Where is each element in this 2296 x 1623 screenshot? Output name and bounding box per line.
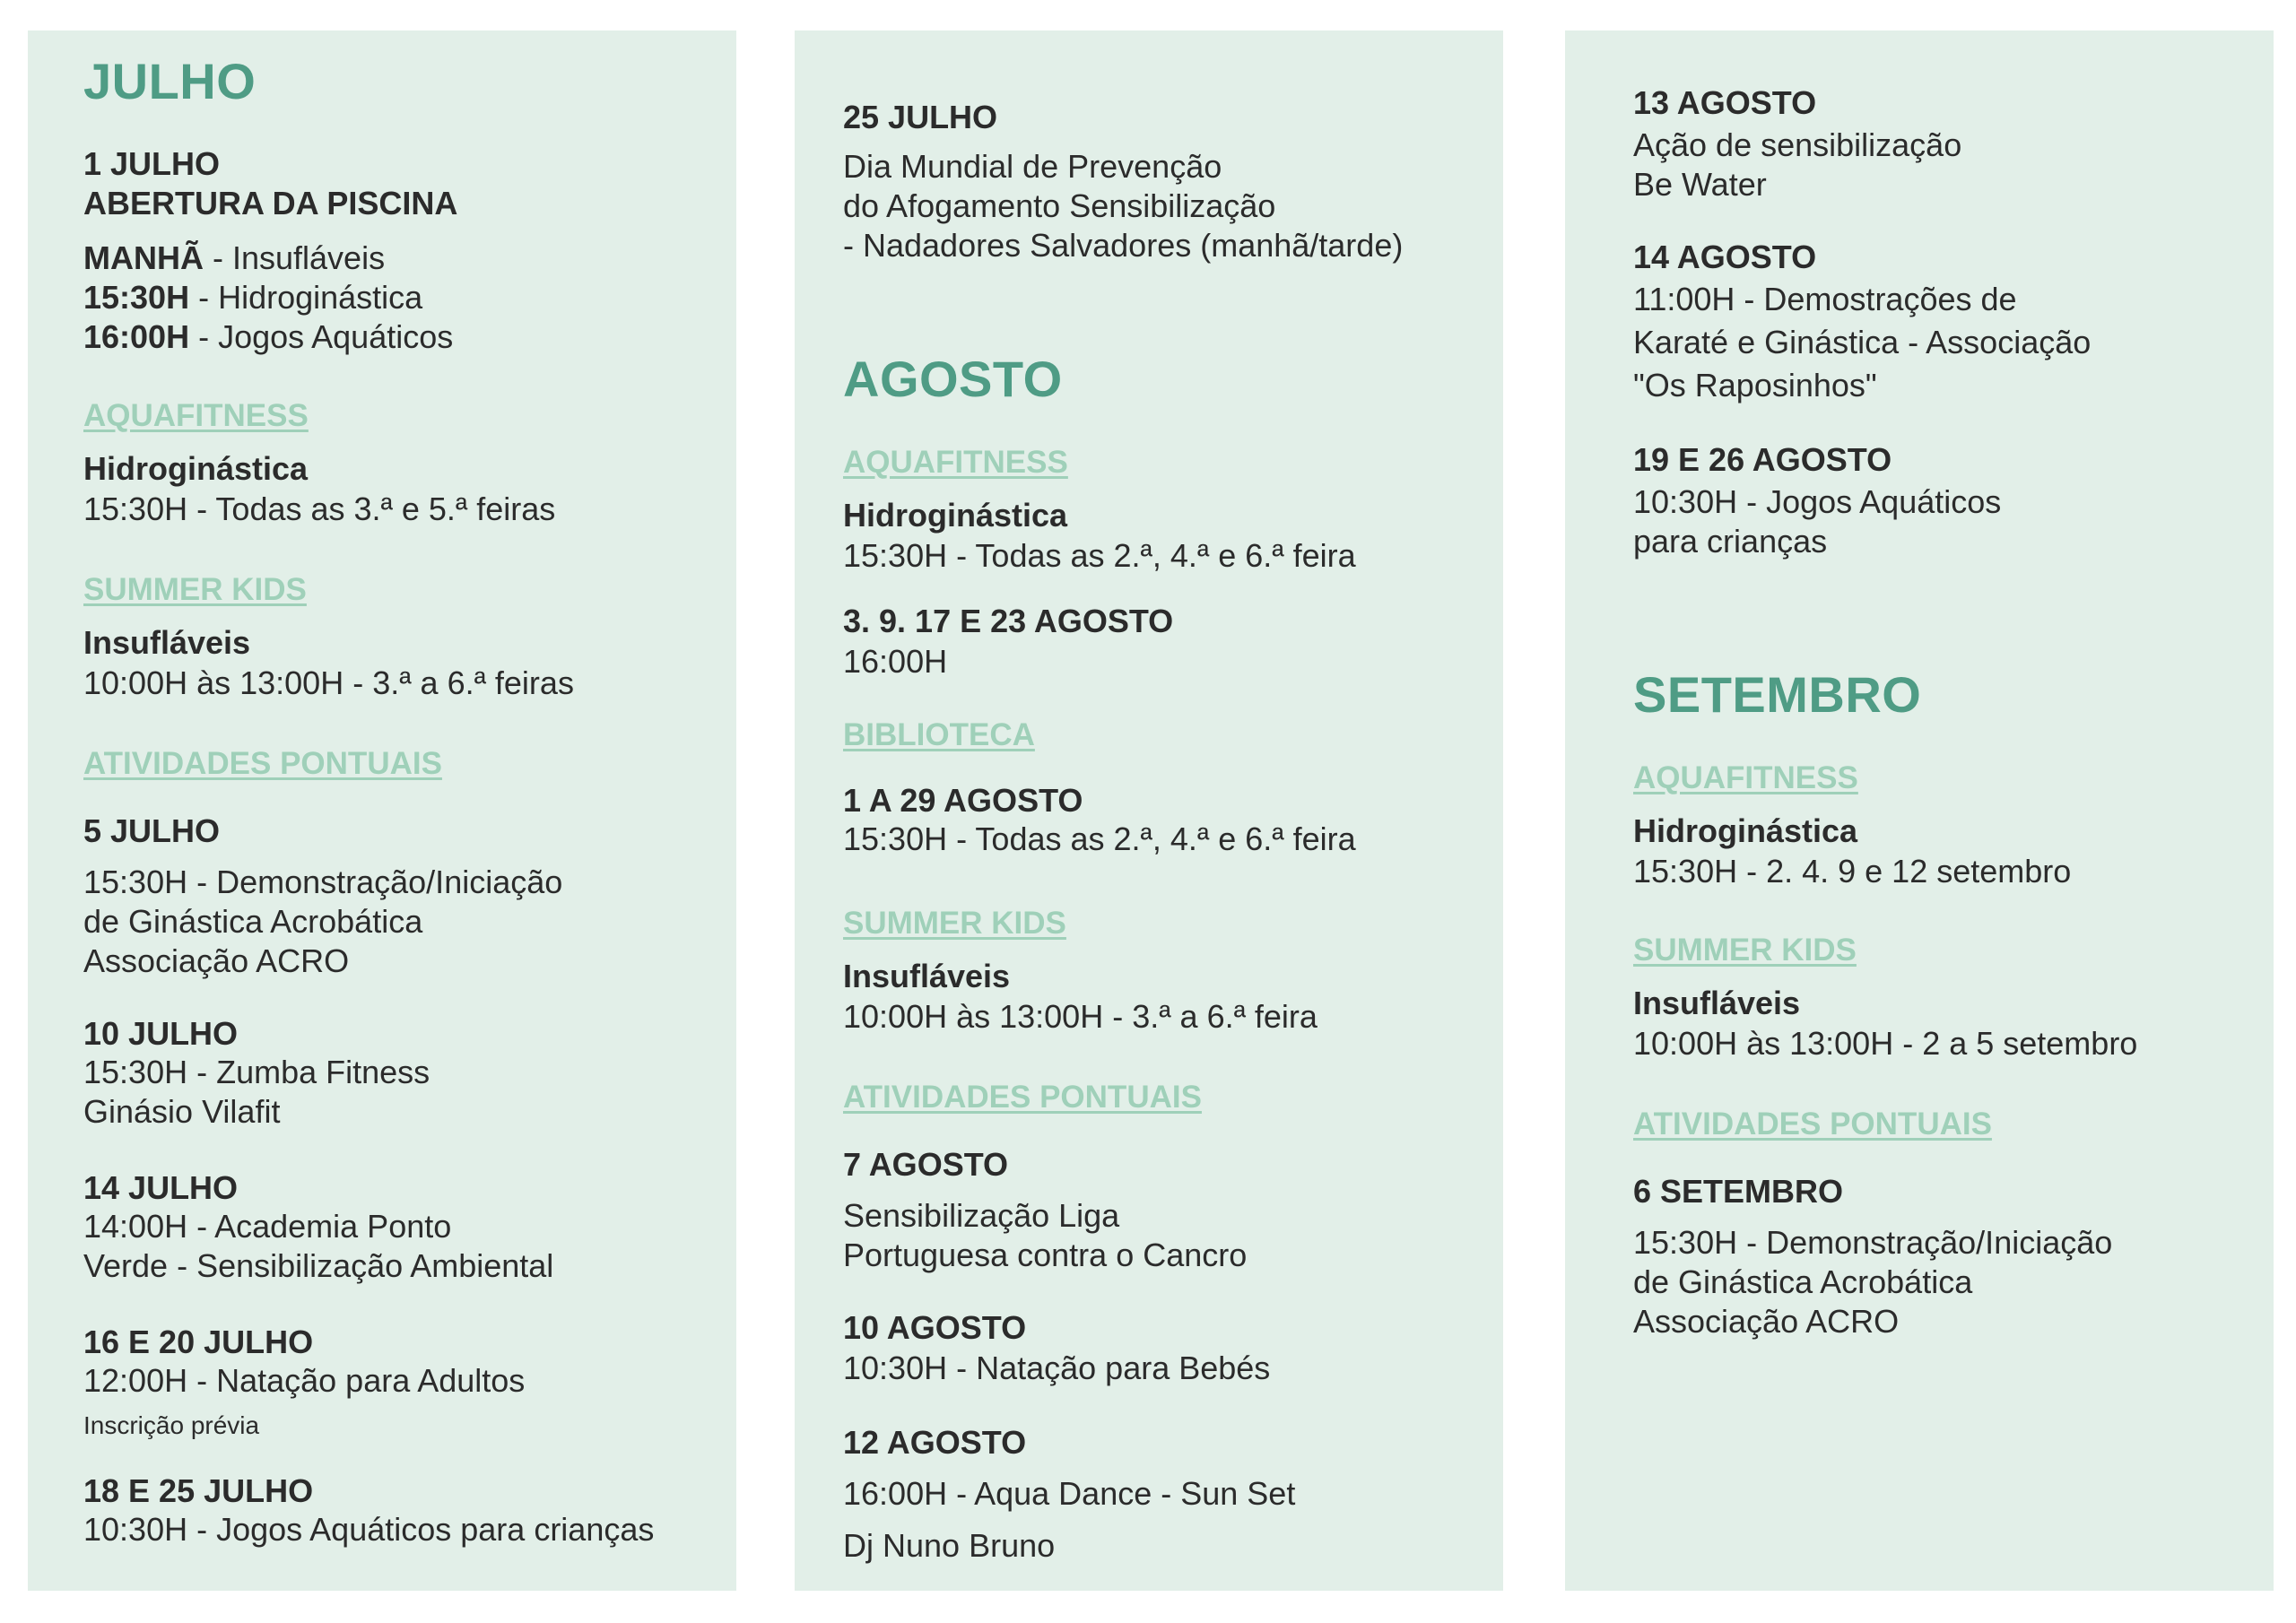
opening-item-time: 15:30H — [83, 279, 190, 316]
section-atividades-pontuais: ATIVIDADES PONTUAIS — [83, 746, 442, 781]
activity-detail: 16:00H — [843, 643, 948, 680]
event-date: 16 E 20 JULHO — [83, 1324, 314, 1360]
event-date: 1 A 29 AGOSTO — [843, 782, 1083, 819]
event-line: - Nadadores Salvadores (manhã/tarde) — [843, 227, 1404, 264]
activity-name: Insufláveis — [1633, 985, 1801, 1021]
event-line: 16:00H - Aqua Dance - Sun Set — [843, 1475, 1296, 1512]
opening-item-time: 16:00H — [83, 318, 190, 355]
event-line: 15:30H - Demonstração/Iniciação — [1633, 1224, 2113, 1261]
event-line: Karaté e Ginástica - Associação — [1633, 324, 2092, 360]
section-aquafitness: AQUAFITNESS — [83, 398, 309, 433]
section-atividades-pontuais: ATIVIDADES PONTUAIS — [843, 1080, 1202, 1115]
event-date: 13 AGOSTO — [1633, 84, 1817, 121]
september-column — [1565, 30, 2274, 1591]
month-title-september: SETEMBRO — [1633, 666, 1922, 723]
section-summer-kids: SUMMER KIDS — [843, 906, 1066, 941]
july-column — [28, 30, 736, 1591]
event-date: 14 AGOSTO — [1633, 239, 1817, 275]
activity-name: Hidroginástica — [83, 450, 309, 487]
event-date: 6 SETEMBRO — [1633, 1173, 1844, 1210]
event-date: 5 JULHO — [83, 812, 221, 849]
event-line: Portuguesa contra o Cancro — [843, 1237, 1248, 1273]
event-date: 18 E 25 JULHO — [83, 1472, 314, 1509]
opening-item-text: - Hidroginástica — [189, 279, 423, 316]
event-date: 10 AGOSTO — [843, 1309, 1027, 1346]
event-line: Ginásio Vilafit — [83, 1093, 281, 1130]
event-title: ABERTURA DA PISCINA — [83, 185, 458, 221]
event-line: 10:30H - Natação para Bebés — [843, 1350, 1271, 1386]
event-date: 19 E 26 AGOSTO — [1633, 441, 1892, 478]
event-line: Associação ACRO — [1633, 1303, 1900, 1340]
opening-item-text: - Jogos Aquáticos — [189, 318, 454, 355]
activity-detail: 10:00H às 13:00H - 3.ª a 6.ª feiras — [83, 664, 574, 701]
event-line: 14:00H - Academia Ponto — [83, 1208, 452, 1245]
event-date: 10 JULHO — [83, 1015, 239, 1052]
event-line: Dj Nuno Bruno — [843, 1527, 1056, 1564]
event-note: Inscrição prévia — [83, 1411, 260, 1439]
event-line: 15:30H - Demonstração/Iniciação — [83, 864, 563, 900]
event-date: 25 JULHO — [843, 99, 998, 135]
opening-item-text: - Insufláveis — [203, 239, 386, 276]
event-line: do Afogamento Sensibilização — [843, 187, 1276, 224]
section-aquafitness: AQUAFITNESS — [1633, 760, 1858, 795]
event-line: 11:00H - Demostrações de — [1633, 281, 2017, 317]
opening-item — [83, 239, 385, 278]
section-summer-kids: SUMMER KIDS — [1633, 933, 1857, 968]
activity-detail: 15:30H - Todas as 2.ª, 4.ª e 6.ª feira — [843, 820, 1356, 857]
activity-detail: 15:30H - Todas as 2.ª, 4.ª e 6.ª feira — [843, 537, 1356, 574]
section-summer-kids: SUMMER KIDS — [83, 572, 307, 607]
activity-name: Hidroginástica — [843, 497, 1068, 534]
activity-detail: 15:30H - Todas as 3.ª e 5.ª feiras — [83, 490, 556, 527]
event-line: de Ginástica Acrobática — [83, 903, 423, 940]
event-line: 10:30H - Jogos Aquáticos — [1633, 483, 2002, 520]
event-line: Dia Mundial de Prevenção — [843, 148, 1222, 185]
opening-item — [83, 317, 453, 357]
event-line: Associação ACRO — [83, 942, 350, 979]
section-aquafitness: AQUAFITNESS — [843, 445, 1068, 480]
event-line: 15:30H - Zumba Fitness — [83, 1054, 430, 1090]
event-line: Ação de sensibilização — [1633, 126, 1962, 163]
section-atividades-pontuais: ATIVIDADES PONTUAIS — [1633, 1107, 1992, 1141]
activity-detail: 10:00H às 13:00H - 2 a 5 setembro — [1633, 1025, 2138, 1062]
event-date: 12 AGOSTO — [843, 1424, 1027, 1461]
opening-item — [83, 278, 422, 317]
event-date: 3. 9. 17 E 23 AGOSTO — [843, 603, 1174, 639]
event-line: de Ginástica Acrobática — [1633, 1263, 1973, 1300]
event-line: para crianças — [1633, 523, 1828, 560]
event-line: "Os Raposinhos" — [1633, 367, 1877, 404]
activity-name: Hidroginástica — [1633, 812, 1858, 849]
event-line: Sensibilização Liga — [843, 1197, 1120, 1234]
august-column — [795, 30, 1503, 1591]
event-line: 12:00H - Natação para Adultos — [83, 1362, 526, 1399]
event-date: 7 AGOSTO — [843, 1146, 1009, 1183]
activity-name: Insufláveis — [843, 958, 1011, 994]
activity-detail: 15:30H - 2. 4. 9 e 12 setembro — [1633, 853, 2072, 890]
section-biblioteca: BIBLIOTECA — [843, 717, 1035, 752]
event-line: Verde - Sensibilização Ambiental — [83, 1247, 554, 1284]
event-date: 14 JULHO — [83, 1169, 239, 1206]
event-line: Be Water — [1633, 166, 1767, 203]
month-title-august: AGOSTO — [843, 351, 1063, 407]
activity-name: Insufláveis — [83, 624, 251, 661]
month-title-july: JULHO — [83, 53, 257, 109]
event-line: 10:30H - Jogos Aquáticos para crianças — [83, 1511, 655, 1548]
activity-detail: 10:00H às 13:00H - 3.ª a 6.ª feira — [843, 998, 1318, 1035]
event-date: 1 JULHO — [83, 145, 221, 182]
opening-item-time: MANHÃ — [83, 239, 204, 276]
